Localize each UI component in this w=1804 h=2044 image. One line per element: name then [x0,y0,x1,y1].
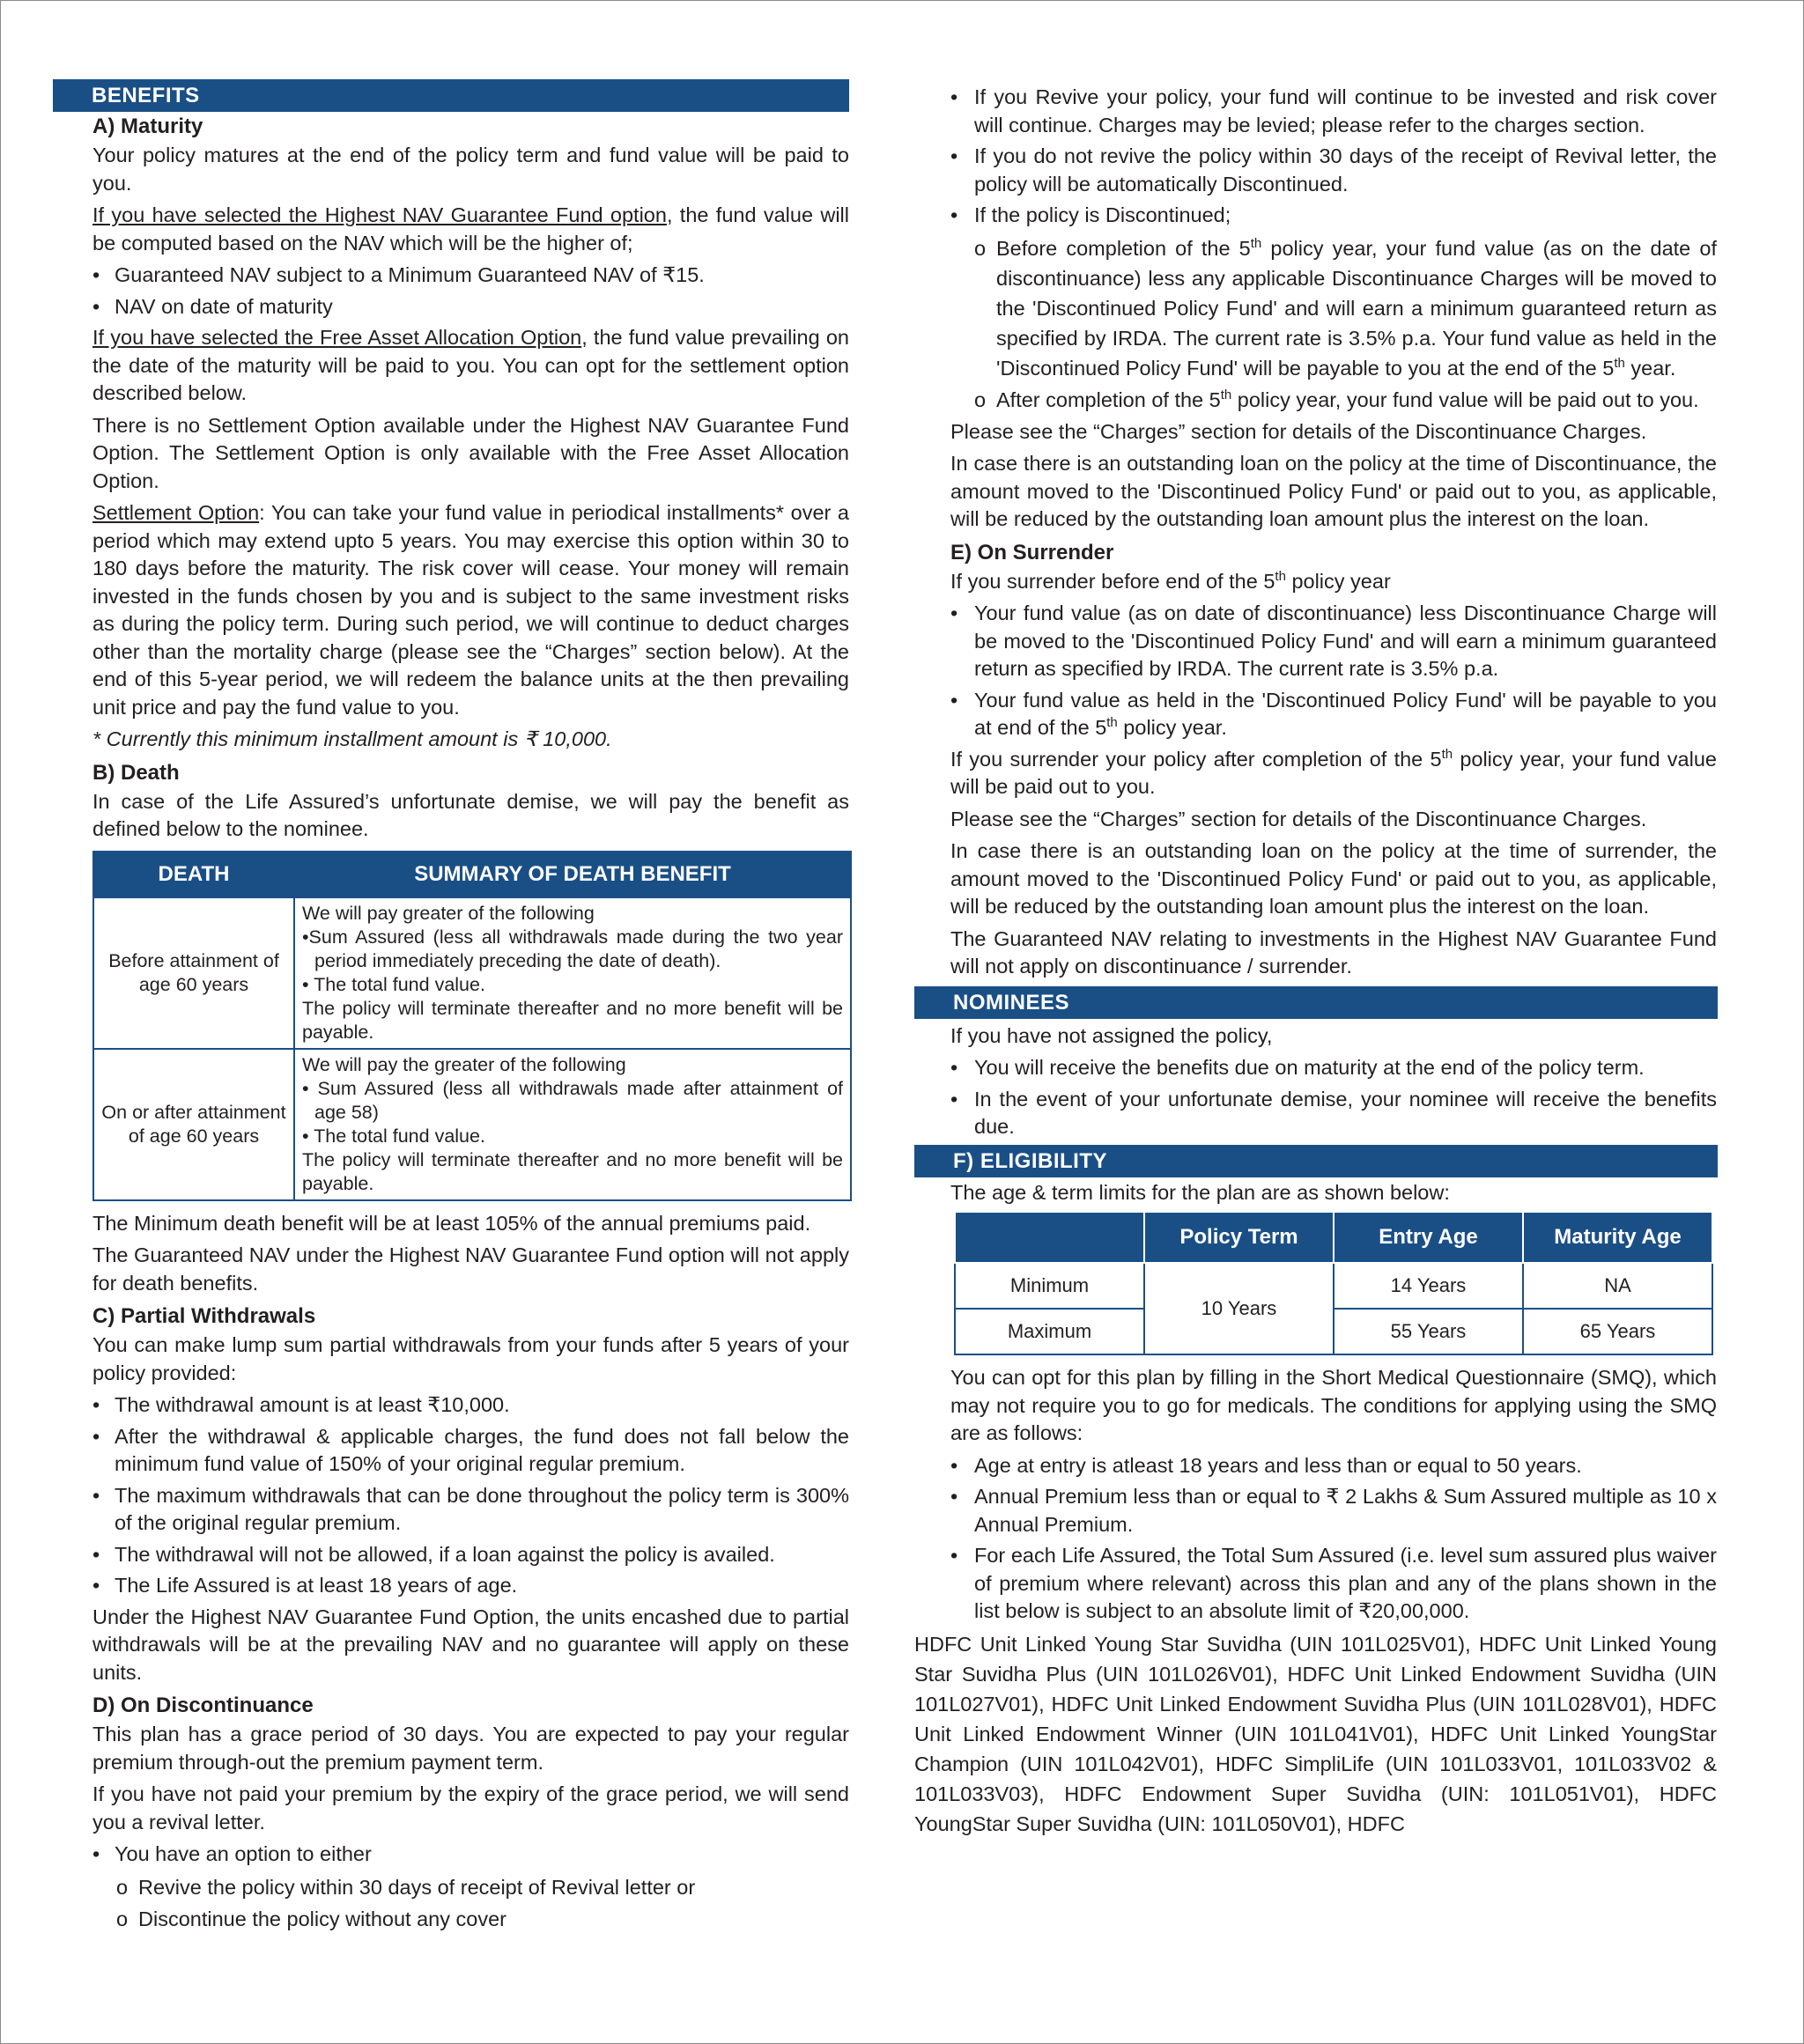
grace-period-text: This plan has a grace period of 30 days. You are expected to pay your regular premium through-out the premium payment term. [92,1723,849,1774]
list-item: • The maximum withdrawals that can be done throughout the policy term is 300% of the original regular premium. [92,1482,849,1538]
superscript: th [1275,568,1286,584]
list-item: • In the event of your unfortunate demise, your nominee will receive the benefits due. [950,1086,1717,1141]
entry-age-value: 55 Years [1334,1309,1523,1354]
list-item: • If you do not revive the policy within 30 days of the receipt of Revival letter, the policy will be automatically Discontinued. [950,143,1717,198]
row-label: Maximum [955,1309,1144,1354]
list-item: • Your fund value (as on date of discontinuance) less Discontinuance Charge will be moved to the 'Discontinued Policy Fund' and will earn a minimum guaranteed return as specified by IRDA. The current rate is 3.5% p.a. [950,600,1717,683]
death-text: In case of the Life Assured’s unfortunate demise, we will pay the benefit as defined below to the nominee. [92,789,849,840]
list-item: • Guaranteed NAV subject to a Minimum Guaranteed NAV of ₹15. [92,262,849,290]
entry-age-header: Entry Age [1334,1212,1523,1263]
settlement-option-text [92,499,849,721]
text-part: Your fund value as held in the 'Discontinued Policy Fund' will be payable to you at end of the 5 [974,688,1717,739]
list-item [950,233,1717,383]
right-column [914,84,1718,1843]
loan-discontinuance-text: In case there is an outstanding loan on the policy at the time of Discontinuance, the amount moved to the 'Discontinued Policy Fund' or paid out to you, as applicable, will be reduced by the outstanding loan amount plus the interest on the loan. [950,452,1717,530]
nominees-content [914,1022,1717,1141]
maturity-age-value: 65 Years [1523,1309,1712,1354]
row-label: Minimum [955,1263,1144,1309]
list-item: • If the policy is Discontinued; [950,202,1717,230]
nav-guarantee-rest: , the fund value will be computed based on the NAV which will be the higher of; [92,203,849,255]
list-item: • Annual Premium less than or equal to ₹ 2 Lakhs & Sum Assured multiple as 10 x Annual Premium. [950,1483,1717,1539]
text-part: policy year [1285,569,1391,593]
discontinuance-continued [914,84,1717,981]
text-part: policy year, your fund value will be paid out to you. [950,747,1717,798]
list-item [950,687,1717,742]
list-item: • Age at entry is atleast 18 years and less than or equal to 50 years. [950,1452,1717,1480]
summary-end: The policy will terminate thereafter and no more benefit will be payable. [302,1148,843,1194]
death-heading: B) Death [92,760,180,785]
maturity-text: Your policy matures at the end of the policy term and fund value will be paid to you. [92,144,849,195]
entry-age-value: 14 Years [1334,1263,1523,1309]
surrender-nav-note: The Guaranteed NAV relating to investments in the Highest NAV Guarantee Fund will not apply on discontinuance / surrender. [950,926,1717,978]
plan-list-text: HDFC Unit Linked Young Star Suvidha (UIN 101L025V01), HDFC Unit Linked Young Star Suvidha Plus (UIN 101L026V01), HDFC Unit Linked Endowment Suvidha (UIN 101L027V01), HDFC Unit Linked Endowment Suvidha Plus (UIN 101L028V01), HDFC Unit Linked Endowment Winner (UIN 101L041V01), HDFC Unit Linked YoungStar Champion (UIN 101L042V01), HDFC SimpliLife (UIN 101L033V01, 101L033V02 & 101L033V03), HDFC Endowment Super Suvidha (UIN: 101L051V01), HDFC YoungStar Super Suvidha (UIN: 101L050V01), HDFC [914,1632,1717,1835]
option-sublist [92,1872,849,1934]
row-label: On or after attainment of age 60 years [93,1049,294,1200]
eligibility-content [914,1179,1717,1839]
list-item: • NAV on date of maturity [92,293,849,321]
superscript: th [1106,715,1118,731]
text-part: Before completion of the 5 [996,236,1251,260]
partial-withdrawals-text: You can make lump sum partial withdrawals from your funds after 5 years of your policy provided: [92,1333,849,1384]
maturity-age-value: NA [1523,1263,1712,1309]
list-item: • The Life Assured is at least 18 years of age. [92,1572,849,1600]
death-benefit-table [92,851,852,1201]
list-item: o Discontinue the policy without any cover [92,1904,849,1934]
list-item: • If you Revive your policy, your fund will continue to be invested and risk cover will continue. Charges may be levied; please refer to the charges section. [950,84,1717,139]
death-column-header: DEATH [93,852,294,897]
surrender-heading: E) On Surrender [950,540,1114,564]
eligibility-intro: The age & term limits for the plan are as shown below: [950,1180,1450,1204]
summary-bullet: • The total fund value. [302,1125,485,1147]
summary-intro: We will pay greater of the following [302,902,595,924]
nominees-text: If you have not assigned the policy, [950,1023,1273,1047]
policy-term-header: Policy Term [1144,1212,1334,1263]
free-asset-underlined: If you have selected the Free Asset Allocation Option [92,326,582,349]
text-part: If you surrender before end of the 5 [950,569,1275,593]
list-item: o Revive the policy within 30 days of receipt of Revival letter or [92,1872,849,1902]
table-row [955,1263,1712,1309]
surrender-charges-reference: Please see the “Charges” section for details of the Discontinuance Charges. [950,807,1647,830]
superscript: th [1441,746,1453,762]
discontinuance-heading: D) On Discontinuance [92,1693,314,1717]
text-part: policy year. [1117,716,1227,739]
revival-letter-text: If you have not paid your premium by the expiry of the grace period, we will send you a revival letter. [92,1782,849,1834]
blank-header [955,1212,1144,1263]
free-asset-text [92,324,849,408]
loan-surrender-text: In case there is an outstanding loan on the policy at the time of surrender, the amount moved to the 'Discontinued Policy Fund' or paid out to you, as applicable, will be reduced by the outstanding loan amount plus the interest on the loan. [950,839,1717,918]
surrender-intro [950,568,1717,596]
discontinued-sublist [950,233,1717,415]
summary-column-header: SUMMARY OF DEATH BENEFIT [294,852,851,897]
list-item: • After the withdrawal & applicable charges, the fund does not fall below the minimum fund value of 150% of your original regular premium. [92,1423,849,1479]
summary-bullet: • Sum Assured (less all withdrawals made after attainment of age 58) [302,1077,843,1123]
list-item: • For each Life Assured, the Total Sum Assured (i.e. level sum assured plus waiver of premium where relevant) across this plan and any of the plans shown in the list below is subject to an absolute limit of ₹20,00,000. [950,1542,1717,1626]
table-row [93,897,851,1049]
nav-guarantee-text [92,202,849,257]
nav-guarantee-underlined: If you have selected the Highest NAV Guarantee Fund option [92,203,667,226]
eligibility-section-header: F) ELIGIBILITY [914,1145,1718,1177]
superscript: th [1614,355,1625,371]
eligibility-table [954,1211,1713,1355]
benefits-content [53,112,849,1934]
nominees-section-header: NOMINEES [914,986,1718,1019]
charges-reference: Please see the “Charges” section for details of the Discontinuance Charges. [950,419,1647,443]
option-list [92,1841,849,1869]
nav-bullet-list [92,262,849,321]
summary-bullet: • The total fund value. [302,973,485,995]
row-label: Before attainment of age 60 years [93,897,294,1049]
row-summary [294,1049,851,1200]
partial-withdrawals-heading: C) Partial Withdrawals [92,1304,316,1328]
list-item: • The withdrawal will not be allowed, if a loan against the policy is availed. [92,1541,849,1569]
table-row [955,1309,1712,1354]
table-row [93,1049,851,1200]
text-part: policy year, your fund value (as on the date of discontinuance) less any applicable Discontinuance Charges will be moved to the 'Discontinued Policy Fund' and will earn a minimum guaranteed return as specified by IRDA. The current rate is 3.5% p.a. Your fund value as held in the 'Discontinued Policy Fund' will be payable to you at the end of the 5 [996,236,1717,380]
policy-term-value: 10 Years [1144,1263,1334,1354]
row-summary [294,897,851,1049]
smq-conditions-list [950,1452,1717,1626]
minimum-death-benefit: The Minimum death benefit will be at least 105% of the annual premiums paid. [92,1211,811,1235]
summary-bullet: •Sum Assured (less all withdrawals made during the two year period immediately preceding the date of death). [302,926,843,971]
settlement-option-underlined: Settlement Option [92,501,260,524]
maturity-age-header: Maturity Age [1523,1212,1712,1263]
nominees-bullet-list [950,1054,1717,1141]
installment-footnote: * Currently this minimum installment amount is ₹ 10,000. [92,727,612,750]
summary-end: The policy will terminate thereafter and no more benefit will be payable. [302,997,843,1043]
surrender-after-text [950,746,1717,801]
text-part: If you surrender your policy after completion of the 5 [950,747,1442,771]
list-item [950,385,1717,415]
text-part: After completion of the 5 [996,387,1221,411]
list-item: • The withdrawal amount is at least ₹10,000. [92,1391,849,1420]
summary-intro: We will pay the greater of the following [302,1053,626,1075]
smq-text: You can opt for this plan by filling in the Short Medical Questionnaire (SMQ), which may not require you to go for medicals. The conditions for applying using the SMQ are as follows: [950,1366,1717,1444]
superscript: th [1250,235,1262,251]
maturity-heading: A) Maturity [92,114,203,138]
settlement-option-rest: : You can take your fund value in periodical installments* over a period which may extend upto 5 years. You may exercise this option within 30 to 180 days before the maturity. The risk cover will cease. Your money will remain invested in the funds chosen by you and is subject to the same investment risks as during the policy term. During such period, we will continue to deduct charges other than the mortality charge (please see the “Charges” section below). At the end of this 5-year period, we will redeem the balance units at the then prevailing unit price and pay the fund value to you. [92,501,850,719]
surrender-bullet-list [950,600,1717,742]
settlement-note: There is no Settlement Option available under the Highest NAV Guarantee Fund Option. The Settlement Option is only available with the Free Asset Allocation Option. [92,413,849,492]
death-nav-note: The Guaranteed NAV under the Highest NAV Guarantee Fund option will not apply for death benefits. [92,1243,849,1295]
withdrawal-conditions-list [92,1391,849,1600]
benefits-section-header: BENEFITS [53,79,849,112]
left-column [53,79,849,1937]
text-part: year. [1624,356,1676,380]
withdrawal-nav-note: Under the Highest NAV Guarantee Fund Option, the units encashed due to partial withdrawals will be at the prevailing NAV and no guarantee will apply on these units. [92,1605,849,1684]
revival-bullet-list [950,84,1717,230]
list-item: • You will receive the benefits due on maturity at the end of the policy term. [950,1054,1717,1082]
list-item: • You have an option to either [92,1841,849,1869]
free-asset-rest: , the fund value prevailing on the date of the maturity will be paid to you. You can opt for the settlement option described below. [92,326,849,404]
text-part: policy year, your fund value will be paid out to you. [1231,387,1699,411]
superscript: th [1220,387,1232,402]
